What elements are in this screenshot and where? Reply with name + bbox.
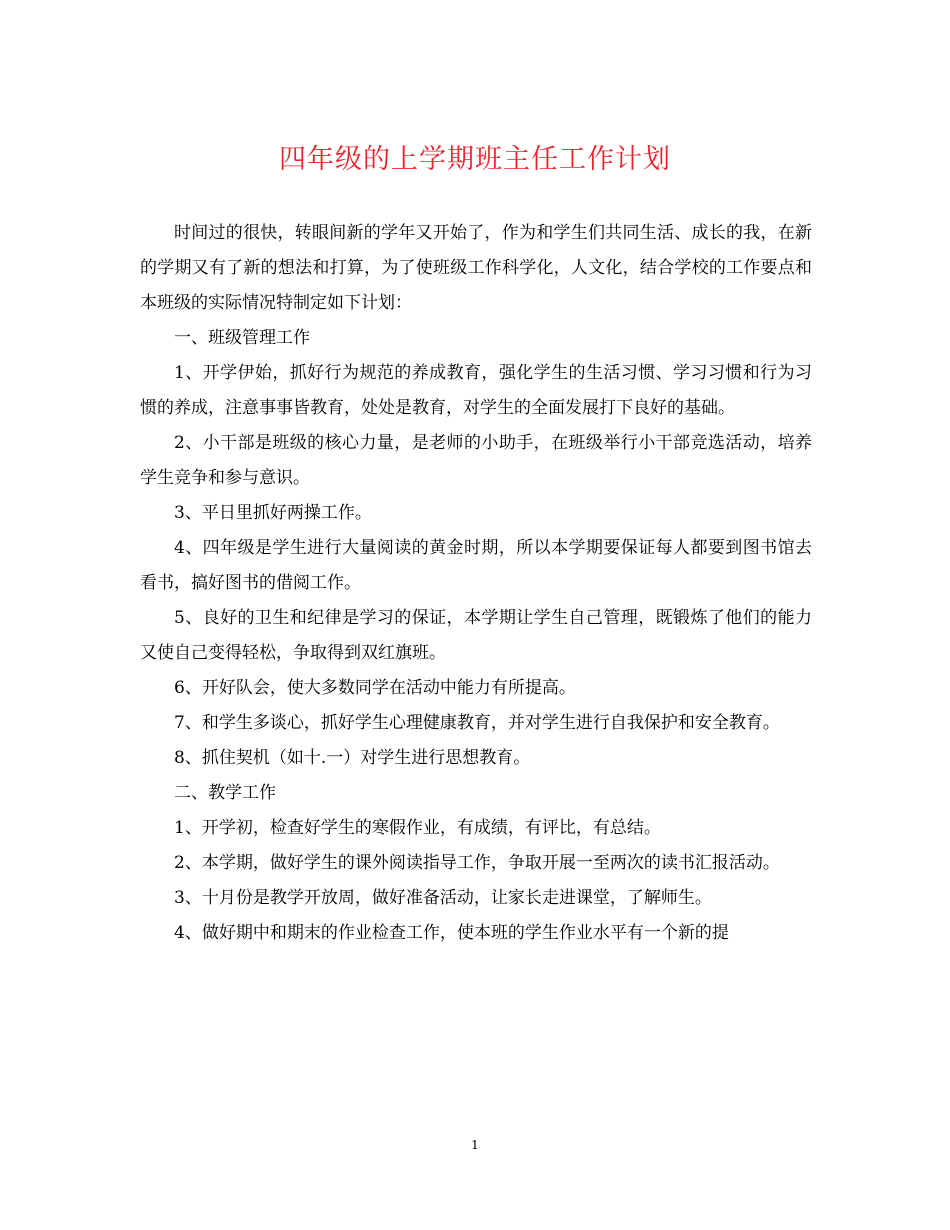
document-title: 四年级的上学期班主任工作计划: [279, 144, 671, 175]
section-heading-teaching: 二、教学工作: [174, 783, 276, 803]
list-item: 7、和学生多谈心，抓好学生心理健康教育，并对学生进行自我保护和安全教育。: [174, 713, 780, 733]
list-item: 1、开学初，检查好学生的寒假作业，有成绩，有评比，有总结。: [174, 818, 661, 838]
section-heading-class-management: 一、班级管理工作: [174, 328, 310, 348]
document-body: [140, 216, 812, 951]
paragraph-intro: 时间过的很快，转眼间新的学年又开始了，作为和学生们共同生活、成长的我，在新的学期又有了新的想法和打算，为了使班级工作科学化，人文化，结合学校的工作要点和本班级的实际情况特制定如下计划：: [140, 223, 812, 313]
list-item: 3、平日里抓好两操工作。: [174, 503, 372, 523]
list-item: 2、小干部是班级的核心力量，是老师的小助手，在班级举行小干部竞选活动，培养学生竞争和参与意识。: [140, 433, 812, 488]
page-number: 1: [471, 1138, 479, 1152]
list-item: 6、开好队会，使大多数同学在活动中能力有所提高。: [174, 678, 576, 698]
list-item: 3、十月份是教学开放周，做好准备活动，让家长走进课堂，了解师生。: [174, 888, 712, 908]
list-item: 4、做好期中和期末的作业检查工作，使本班的学生作业水平有一个新的提: [174, 923, 729, 943]
list-item: 2、本学期，做好学生的课外阅读指导工作，争取开展一至两次的读书汇报活动。: [174, 853, 780, 873]
list-item: 1、开学伊始，抓好行为规范的养成教育，强化学生的生活习惯、学习习惯和行为习惯的养成，注意事事皆教育，处处是教育，对学生的全面发展打下良好的基础。: [140, 363, 812, 418]
list-item: 5、良好的卫生和纪律是学习的保证，本学期让学生自己管理，既锻炼了他们的能力又使自己变得轻松，争取得到双红旗班。: [140, 608, 812, 663]
list-item: 4、四年级是学生进行大量阅读的黄金时期，所以本学期要保证每人都要到图书馆去看书，搞好图书的借阅工作。: [140, 538, 812, 593]
list-item: 8、抓住契机（如十.一）对学生进行思想教育。: [174, 748, 531, 768]
